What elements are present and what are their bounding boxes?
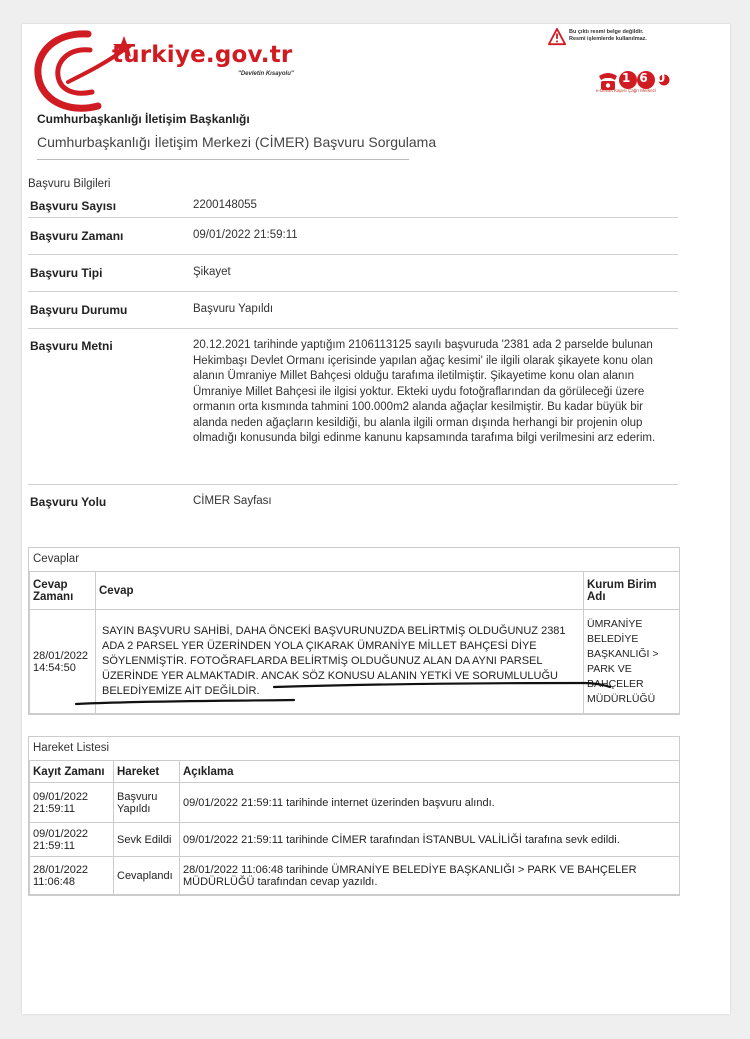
info-label: Başvuru Durumu (30, 303, 128, 317)
info-row-status (28, 292, 678, 329)
history-time: 09/01/2022 21:59:11 (30, 823, 114, 857)
info-value: 09/01/2022 21:59:11 (193, 229, 298, 241)
application-info-list (28, 192, 678, 517)
answer-unit: ÜMRANİYE BELEDİYE BAŞKANLIĞI > PARK VE BAHÇELER MÜDÜRLÜĞÜ (584, 610, 680, 714)
info-value: 20.12.2021 tarihinde yaptığım 2106113125 sayılı başvuruda '2381 ada 2 parselde bulunan Hekimbaşı Devlet Ormanı içerisinde yapılan ağaç kesimi' ile ilgili olarak şikayete konu olan alanın Ümraniye Millet Bahçesi olduğu tarafıma iletilmiştir. Şikayetime konu olan alanın Ümraniye Millet Bahçesi ile ilgisi yoktur. Ekteki uydu fotoğraflarından da görüleceği üzere ormanın orta kısmında tahmini 100.000m2 alanda ağaçlar kesilmiştir. Bu kadar büyük bir alanda neden ağaçların kesildiği, bu alanla ilgili orman dışında herhangi bir projenin olup olmadığı konusunda bilgi edinme kanunu kapsamında tarafıma bilgi verilmesini arz ederim. (193, 339, 656, 444)
logo-slogan: "Devletin Kısayolu" (238, 71, 294, 77)
answers-header-row (30, 572, 680, 610)
warning-text (569, 29, 647, 43)
table-row (30, 823, 680, 857)
info-row-time (28, 218, 678, 255)
table-row (30, 857, 680, 895)
answers-section-title: Cevaplar (33, 553, 80, 565)
history-time: 28/01/2022 11:06:48 (30, 857, 114, 895)
warning-line-1: Bu çıktı resmi belge değildir. (569, 29, 644, 35)
history-header-row (30, 761, 680, 783)
info-label: Başvuru Metni (30, 339, 113, 353)
logo-wordmark: türkiye.gov.tr (112, 42, 293, 68)
info-row-type (28, 255, 678, 292)
answers-table (29, 571, 680, 714)
info-value: CİMER Sayfası (193, 495, 272, 507)
info-label: Başvuru Zamanı (30, 229, 124, 243)
answer-text-header: Cevap (96, 572, 584, 610)
hotline-number: 160 (622, 71, 675, 85)
info-value: Başvuru Yapıldı (193, 303, 274, 315)
warning-icon (548, 28, 566, 46)
history-desc: 28/01/2022 11:06:48 tarihinde ÜMRANİYE BELEDİYE BAŞKANLIĞI > PARK VE BAHÇELER MÜDÜRLÜĞÜ tarafından cevap yazıldı. (180, 857, 680, 895)
info-label: Başvuru Sayısı (30, 199, 117, 213)
info-value: Şikayet (193, 266, 231, 278)
history-action-header: Hareket (114, 761, 180, 783)
subtitle-divider (37, 159, 409, 160)
history-panel (28, 736, 680, 896)
history-action: Cevaplandı (114, 857, 180, 895)
history-time-header: Kayıt Zamanı (30, 761, 114, 783)
history-desc: 09/01/2022 21:59:11 tarihinde internet üzerinden başvuru alındı. (180, 783, 680, 823)
history-action: Başvuru Yapıldı (114, 783, 180, 823)
info-row-channel (28, 485, 678, 517)
answer-text: SAYIN BAŞVURU SAHİBİ, DAHA ÖNCEKİ BAŞVURUNUZDA BELİRTMİŞ OLDUĞUNUZ 2381 ADA 2 PARSEL YER ÜZERİNDEN YOLA ÇIKARAK ÜMRANİYE MİLLET BAHÇESİ DİYE SÖYLENMİŞTİR. FOTOĞRAFLARDA BELİRTMİŞ OLDUĞUNUZ ALAN DA AYNI PARSEL ÜZERİNDE YER ALMAKTADIR. ANCAK SÖZ KONUSU ALANIN YETKİ VE SORUMLULUĞU BELEDİYEMİZE AİT DEĞİLDİR. (96, 610, 584, 714)
table-row (30, 610, 680, 714)
answer-unit-header: Kurum Birim Adı (584, 572, 680, 610)
application-section-title: Başvuru Bilgileri (28, 178, 111, 190)
info-label: Başvuru Tipi (30, 266, 103, 280)
answer-time: 28/01/2022 14:54:50 (30, 610, 96, 714)
info-row-text (28, 329, 678, 485)
history-desc-header: Açıklama (180, 761, 680, 783)
info-label: Başvuru Yolu (30, 495, 107, 509)
warning-line-2: Resmi işlemlerde kullanılmaz. (569, 36, 647, 42)
history-section-title: Hareket Listesi (33, 742, 110, 754)
answers-panel (28, 547, 680, 715)
history-time: 09/01/2022 21:59:11 (30, 783, 114, 823)
hotline-caption: e-Devlet Kapısı Çağrı Merkezi (596, 88, 657, 93)
history-table (29, 760, 680, 895)
page-subtitle: Cumhurbaşkanlığı İletişim Merkezi (CİMER) Başvuru Sorgulama (37, 134, 437, 150)
info-value: 2200148055 (193, 199, 257, 211)
table-row (30, 783, 680, 823)
organization-name: Cumhurbaşkanlığı İletişim Başkanlığı (37, 112, 250, 126)
history-desc: 09/01/2022 21:59:11 tarihinde CİMER tarafından İSTANBUL VALİLİĞİ tarafına sevk edildi. (180, 823, 680, 857)
answer-time-header: Cevap Zamanı (30, 572, 96, 610)
info-row-number (28, 192, 678, 218)
history-action: Sevk Edildi (114, 823, 180, 857)
